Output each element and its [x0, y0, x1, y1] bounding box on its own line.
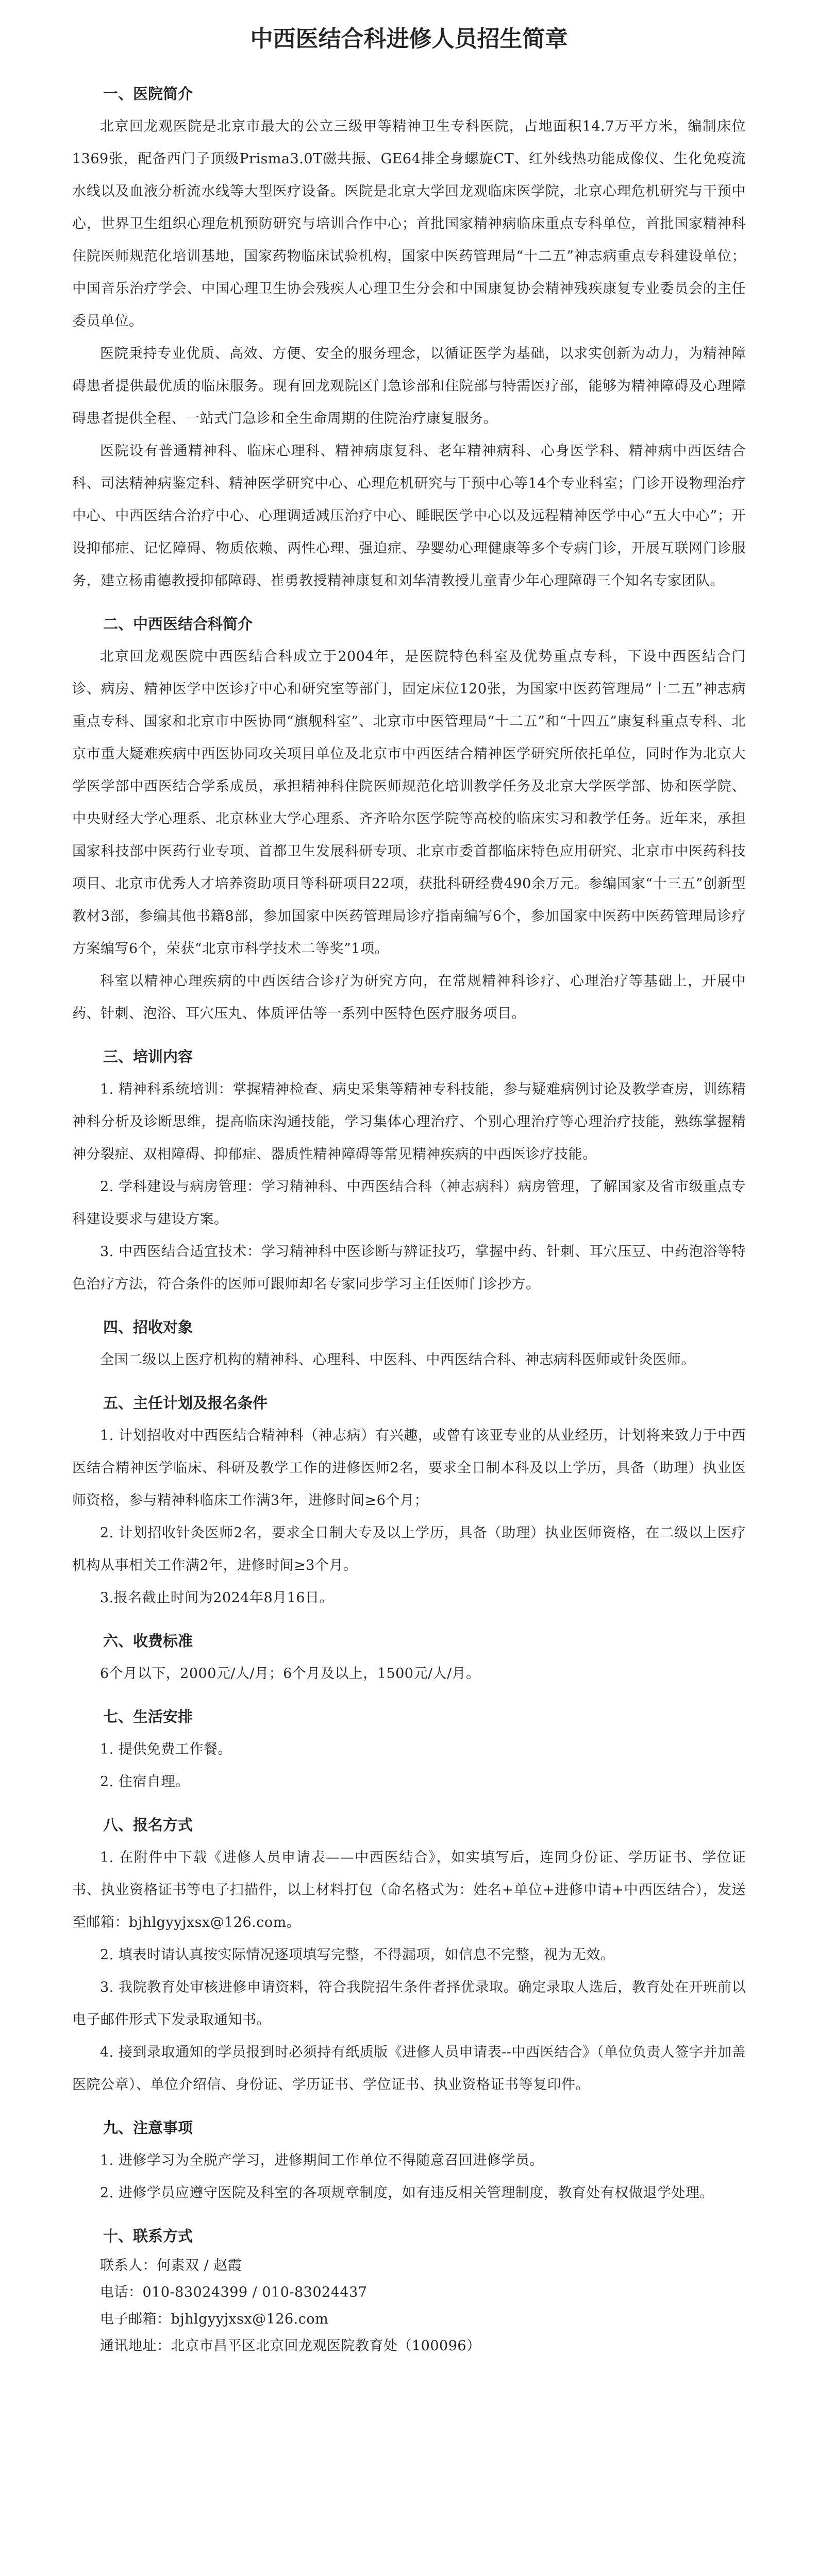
section-heading: 三、培训内容	[103, 1048, 193, 1065]
page-title: 中西医结合科进修人员招生简章	[250, 26, 568, 52]
section	[72, 613, 746, 1030]
section-heading: 八、报名方式	[103, 1816, 193, 1834]
paragraph: 2. 填表时请认真按实际情况逐项填写完整，不得漏项，如信息不完整，视为无效。	[100, 1947, 615, 1963]
document-body	[72, 82, 746, 2360]
paragraph: 3.报名截止时间为2024年8月16日。	[100, 1590, 334, 1606]
paragraph: 医院秉持专业优质、高效、方便、安全的服务理念，以循证医学为基础，以求实创新为动力，为精神障碍患者提供最优质的临床服务。现有回龙观院区门急诊部和住院部与特需医疗部，能够为精神障碍及心理障碍患者提供全程、一站式门急诊和全生命周期的住院治疗康复服务。	[72, 346, 746, 427]
paragraph: 全国二级以上医疗机构的精神科、心理科、中医科、中西医结合科、神志病科医师或针灸医师。	[100, 1352, 695, 1368]
section	[72, 1630, 746, 1690]
paragraph: 1. 在附件中下载《进修人员申请表——中西医结合》，如实填写后，连同身份证、学历证书、学位证书、执业资格证书等电子扫描件，以上材料打包（命名格式为：姓名+单位+进修申请+中西医结合），发送至邮箱：bjhlgyyjxsx@126.com。	[72, 1850, 746, 1930]
section	[72, 2225, 746, 2360]
section-heading: 一、医院简介	[103, 85, 193, 103]
section	[72, 1392, 746, 1614]
paragraph: 2. 进修学员应遵守医院及科室的各项规章制度，如有违反相关管理制度，教育处有权做退学处理。	[100, 2185, 714, 2201]
paragraph: 北京回龙观医院中西医结合科成立于2004年，是医院特色科室及优势重点专科，下设中西医结合门诊、病房、精神医学中医诊疗中心和研究室等部门，固定床位120张，为国家中医药管理局“十二五”神志病重点专科、国家和北京市中医协同“旗舰科室”、北京市中医管理局“十二五”和“十四五”康复科重点专科、北京市重大疑难疾病中西医协同攻关项目单位及北京市中西医结合精神医学研究所依托单位，同时作为北京大学医学部中西医结合学系成员，承担精神科住院医师规范化培训教学任务及北京大学医学部、协和医学院、中央财经大学心理系、北京林业大学心理系、齐齐哈尔医学院等高校的临床实习和教学任务。近年来，承担国家科技部中医药行业专项、首都卫生发展科研专项、北京市委首都临床特色应用研究、北京市中医药科技项目、北京市优秀人才培养资助项目等科研项目22项，获批科研经费490余万元。参编国家“十三五”创新型教材3部，参编其他书籍8部，参加国家中医药管理局诊疗指南编写6个，参加国家中医药中医药管理局诊疗方案编写6个，荣获“北京市科学技术二等奖”1项。	[72, 649, 746, 957]
paragraph: 2. 学科建设与病房管理：学习精神科、中西医结合科（神志病科）病房管理，了解国家及省市级重点专科建设要求与建设方案。	[72, 1179, 746, 1227]
section-heading: 二、中西医结合科简介	[103, 615, 253, 633]
paragraph: 电子邮箱：bjhlgyyjxsx@126.com	[100, 2311, 329, 2327]
paragraph: 联系人：何素双 / 赵霞	[100, 2258, 242, 2274]
paragraph: 医院设有普通精神科、临床心理科、精神病康复科、老年精神病科、心身医学科、精神病中西医结合科、司法精神病鉴定科、精神医学研究中心、心理危机研究与干预中心等14个专业科室；门诊开设物理治疗中心、中西医结合治疗中心、心理调适减压治疗中心、睡眠医学中心以及远程精神医学中心“五大中心”；开设抑郁症、记忆障碍、物质依赖、两性心理、强迫症、孕婴幼心理健康等多个专病门诊，开展互联网门诊服务，建立杨甫德教授抑郁障碍、崔勇教授精神康复和刘华清教授儿童青少年心理障碍三个知名专家团队。	[72, 443, 746, 589]
paragraph: 3. 中西医结合适宜技术：学习精神科中医诊断与辨证技巧，掌握中药、针刺、耳穴压豆、中药泡浴等特色治疗方法，符合条件的医师可跟师却名专家同步学习主任医师门诊抄方。	[72, 1244, 746, 1292]
paragraph: 1. 精神科系统培训：掌握精神检查、病史采集等精神专科技能，参与疑难病例讨论及教学查房，训练精神科分析及诊断思维，提高临床沟通技能，学习集体心理治疗、个别心理治疗等心理治疗技能，熟练掌握精神分裂症、双相障碍、抑郁症、器质性精神障碍等常见精神疾病的中西医诊疗技能。	[72, 1081, 746, 1162]
paragraph: 1. 提供免费工作餐。	[100, 1741, 232, 1757]
section-heading: 七、生活安排	[103, 1708, 193, 1725]
paragraph: 通讯地址：北京市昌平区北京回龙观医院教育处（100096）	[100, 2338, 481, 2354]
section	[72, 1705, 746, 1798]
paragraph: 2. 住宿自理。	[100, 1774, 190, 1790]
paragraph: 北京回龙观医院是北京市最大的公立三级甲等精神卫生专科医院，占地面积14.7万平方米，编制床位1369张，配备西门子顶级Prisma3.0T磁共振、GE64排全身螺旋CT、红外线热功能成像仪、生化免疫流水线以及血液分析流水线等大型医疗设备。医院是北京大学回龙观临床医学院，北京心理危机研究与干预中心，世界卫生组织心理危机预防研究与培训合作中心；首批国家精神病临床重点专科单位，首批国家精神科住院医师规范化培训基地，国家药物临床试验机构，国家中医药管理局“十二五”神志病重点专科建设单位；中国音乐治疗学会、中国心理卫生协会残疾人心理卫生分会和中国康复协会精神残疾康复专业委员会的主任委员单位。	[72, 118, 746, 329]
paragraph: 1. 进修学习为全脱产学习，进修期间工作单位不得随意召回进修学员。	[100, 2153, 544, 2168]
section	[72, 1045, 746, 1300]
paragraph: 1. 计划招收对中西医结合精神科（神志病）有兴趣，或曾有该亚专业的从业经历，计划将来致力于中西医结合精神医学临床、科研及教学工作的进修医师2名，要求全日制本科及以上学历，具备（助理）执业医师资格，参与精神科临床工作满3年，进修时间≥6个月；	[72, 1428, 746, 1509]
section-heading: 四、招收对象	[103, 1318, 193, 1336]
paragraph: 2. 计划招收针灸医师2名，要求全日制大专及以上学历，具备（助理）执业医师资格，在二级以上医疗机构从事相关工作满2年，进修时间≥3个月。	[72, 1525, 746, 1573]
section	[72, 1814, 746, 2101]
section	[72, 2116, 746, 2209]
section-heading: 六、收费标准	[103, 1632, 193, 1650]
section-heading: 九、注意事项	[103, 2119, 193, 2137]
paragraph: 4. 接到录取通知的学员报到时必须持有纸质版《进修人员申请表--中西医结合》（单位负责人签字并加盖医院公章）、单位介绍信、身份证、学历证书、学位证书、执业资格证书等复印件。	[72, 2044, 746, 2093]
section	[72, 1316, 746, 1376]
paragraph: 科室以精神心理疾病的中西医结合诊疗为研究方向，在常规精神科诊疗、心理治疗等基础上，开展中药、针刺、泡浴、耳穴压丸、体质评估等一系列中医特色医疗服务项目。	[72, 973, 746, 1022]
section	[72, 82, 746, 597]
paragraph: 3. 我院教育处审核进修申请资料，符合我院招生条件者择优录取。确定录取人选后，教育处在开班前以电子邮件形式下发录取通知书。	[72, 1979, 746, 2028]
section-heading: 五、主任计划及报名条件	[103, 1394, 268, 1412]
paragraph: 6个月以下，2000元/人/月；6个月及以上，1500元/人/月。	[100, 1666, 480, 1682]
section-heading: 十、联系方式	[103, 2227, 193, 2245]
paragraph: 电话：010-83024399 / 010-83024437	[100, 2284, 368, 2300]
